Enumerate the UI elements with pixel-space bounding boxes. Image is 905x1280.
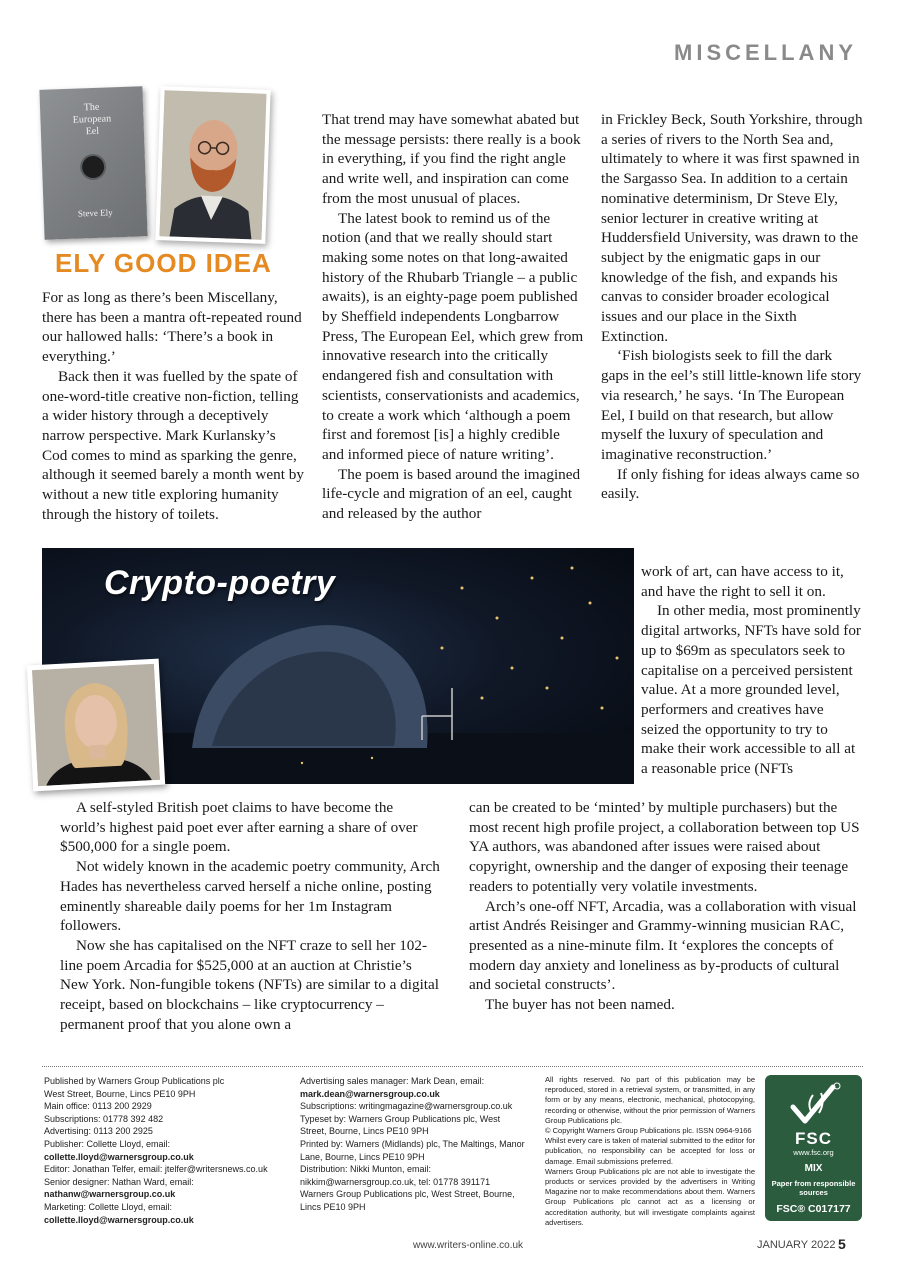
paragraph: work of art, can have access to it, and have the right to sell it on. xyxy=(641,563,844,600)
article2-column-left xyxy=(60,798,440,1034)
legal-copyright: © Copyright Warners Group Publications plc. ISSN 0964-9166 xyxy=(545,1126,752,1136)
paragraph: Arch’s one-off NFT, Arcadia, was a collaboration with visual artist Andrés Reisinger and Grammy-winning musician RAC, presented as a nine-minute film. It ‘explores the concepts of modern day anxiety and loneliness as by-products of cultural and societal constructs’. xyxy=(469,897,857,994)
imprint-email[interactable]: collette.lloyd@warnersgroup.co.uk xyxy=(44,1151,194,1162)
poet-photo xyxy=(27,659,165,792)
imprint-line: Lane, Bourne, Lincs PE10 9PH xyxy=(300,1151,425,1162)
imprint-line: Marketing: Collette Lloyd, email: xyxy=(44,1201,173,1212)
legal-rights: All rights reserved. No part of this publication may be reproduced, stored in a retrieval system, or transmitted, in any form or by any means, electronic, mechanical, photocopying, recording or otherwise, without the prior permission of Warners Group Publications plc. xyxy=(545,1075,755,1125)
imprint-column-2 xyxy=(300,1075,535,1214)
article-headline: ELY GOOD IDEA xyxy=(55,248,272,278)
imprint-email[interactable]: nikkim@warnersgroup.co.uk, tel: 01778 391171 xyxy=(300,1176,491,1187)
article1-column-2 xyxy=(322,110,584,524)
author-portrait-illustration xyxy=(159,90,266,239)
paragraph: The poem is based around the imagined life-cycle and migration of an eel, caught and released by the author xyxy=(322,465,581,523)
article1-column-1 xyxy=(42,288,304,524)
paragraph: Now she has capitalised on the NFT craze to sell her 102-line poem Arcadia for $525,000 at an auction at Christie’s New York. Non-fungible tokens (NFTs) are similar to a digital receipt, based on blockchains – like cryptocurrency – permanent proof that you alone own a xyxy=(60,936,439,1033)
imprint-line: Subscriptions: 01778 392 482 xyxy=(44,1113,164,1124)
imprint-line: Distribution: Nikki Munton, email: xyxy=(300,1164,432,1175)
fsc-mix: MIX xyxy=(804,1163,823,1174)
imprint-line: Warners Group Publications plc, West Street, Bourne, xyxy=(300,1189,515,1200)
paragraph: In other media, most prominently digital artworks, NFTs have sold for up to $69m as speculators seek to capitalise on a perceived persistent value. At a more grounded level, performers and creatives have seized the opportunity to try to make their work accessible to all at a reasonable price (NFTs xyxy=(641,602,861,778)
paragraph: For as long as there’s been Miscellany, there has been a mantra oft-repeated round our hallowed halls: ‘There’s a book in everything.’ xyxy=(42,289,302,366)
book-cover-title: The European Eel xyxy=(72,101,112,138)
book-cover-emblem xyxy=(82,156,105,179)
imprint-legal xyxy=(545,1075,755,1228)
imprint-email[interactable]: mark.dean@warnersgroup.co.uk xyxy=(300,1088,440,1099)
imprint-line: Senior designer: Nathan Ward, email: xyxy=(44,1176,194,1187)
paragraph: That trend may have somewhat abated but the message persists: there really is a book in everything, if you find the right angle and write well, and inspiration can come from the most unusual of places. xyxy=(322,111,581,207)
imprint-line: Editor: Jonathan Telfer, email: jtelfer@writersnews.co.uk xyxy=(44,1164,268,1175)
fsc-url[interactable]: www.fsc.org xyxy=(793,1148,834,1157)
imprint-line: Typeset by: Warners Group Publications plc, West xyxy=(300,1113,501,1124)
article1-column-3 xyxy=(601,110,863,504)
imprint-line: Lincs PE10 9PH xyxy=(300,1201,366,1212)
legal-disclaimer: Warners Group Publications plc are not able to investigate the products or services provided by the advertisers in Writing Magazine nor to make recommendations about them. Warners Group Publications plc cannot act as a licensing or accreditation authority, but will investigate complaints against advertisers. xyxy=(545,1166,755,1227)
legal-care: Whilst every care is taken of material submitted to the editor for publication, no responsibility can be accepted for loss or damage. Email submissions preferred. xyxy=(545,1136,755,1166)
paragraph: Back then it was fuelled by the spate of one-word-title creative non-fiction, telling a wider history through a deceptively narrow perspective. Mark Kurlansky’s Cod comes to mind as sparking the genre, although it seemed barely a month went by without a new title exploring humanity through the history of toilets. xyxy=(42,367,304,523)
imprint-line: Street, Bourne, Lincs PE10 9PH xyxy=(300,1126,429,1137)
paragraph: in Frickley Beck, South Yorkshire, through a series of rivers to the North Sea and, ultimately to where it was first spawned in the Sargasso Sea. In addition to a certain nominative determinism, Dr Steve Ely, senior lecturer in creative writing at Huddersfield University, was drawn to the subject by the enigmatic gaps in our knowledge of the fish, and expands his canvas to consider broader ecological issues and our place in the Sixth Extinction. xyxy=(601,111,863,345)
poet-portrait-illustration xyxy=(32,664,160,786)
imprint-line: Advertising sales manager: Mark Dean, email: xyxy=(300,1076,485,1086)
footer-date: JANUARY 2022 xyxy=(757,1239,836,1251)
imprint-line: Publisher: Collette Lloyd, email: xyxy=(44,1138,171,1149)
paragraph: The latest book to remind us of the notion (and that we really should start making some notes on that long-awaited history of the Rhubarb Triangle – a public awaits), is an eighty-page poem published by Sheffield independents Longbarrow Press, The European Eel, which grew from innovative research into the critically endangered fish and consultation with scientists, conservationists and academics, to create a work which ‘although a poem first and foremost [is] a highly credible and informed piece of nature writing’. xyxy=(322,209,584,463)
fsc-code: FSC® C017177 xyxy=(776,1203,851,1215)
section-label: MISCELLANY xyxy=(674,40,857,65)
author-photo xyxy=(155,86,270,244)
paragraph: The buyer has not been named. xyxy=(485,996,675,1014)
imprint-line: Published by Warners Group Publications plc xyxy=(44,1076,225,1086)
imprint-email[interactable]: collette.lloyd@warnersgroup.co.uk xyxy=(44,1214,194,1225)
crypto-poetry-title: Crypto-poetry xyxy=(104,564,336,602)
imprint-line: Printed by: Warners (Midlands) plc, The Maltings, Manor xyxy=(300,1138,525,1149)
imprint-line: Advertising: 0113 200 2925 xyxy=(44,1126,153,1137)
imprint-line: Subscriptions: writingmagazine@warnersgroup.co.uk xyxy=(300,1101,513,1112)
book-cover-author: Steve Ely xyxy=(77,207,113,219)
paragraph: If only fishing for ideas always came so easily. xyxy=(601,465,860,503)
fsc-tree-checkmark-icon xyxy=(785,1081,842,1129)
footer-url[interactable]: www.writers-online.co.uk xyxy=(413,1240,524,1251)
fsc-paper: Paper from responsible sources xyxy=(771,1179,856,1197)
imprint-line: West Street, Bourne, Lincs PE10 9PH xyxy=(44,1088,196,1099)
paragraph: can be created to be ‘minted’ by multiple purchasers) but the most recent high profile project, a collaboration between top US YA authors, was abandoned after issues were raised about copyright, ownership and the danger of exposing their teenage readers to potentially very volatile investments. xyxy=(469,799,860,895)
imprint-email[interactable]: nathanw@warnersgroup.co.uk xyxy=(44,1189,176,1200)
paragraph: ‘Fish biologists seek to fill the dark gaps in the eel’s still little-known life story via research,’ he says. ‘In The European Eel, I build on that research, but allow myself the luxury of speculation and imaginative reconstruction.’ xyxy=(601,347,862,463)
fsc-badge xyxy=(765,1075,862,1221)
page-number: 5 xyxy=(838,1236,846,1252)
book-cover-image xyxy=(39,86,147,240)
imprint-line: Main office: 0113 200 2929 xyxy=(44,1101,152,1112)
fsc-name: FSC xyxy=(795,1129,832,1148)
paragraph: Not widely known in the academic poetry community, Arch Hades has nevertheless carved herself a niche online, posting eminently shareable daily poems for her 1m Instagram followers. xyxy=(60,858,440,935)
imprint-divider xyxy=(42,1066,863,1067)
paragraph: A self-styled British poet claims to have become the world’s highest paid poet ever after earning a share of over $500,000 for a single poem. xyxy=(60,799,418,856)
article2-column-right xyxy=(641,562,863,779)
imprint-column-1 xyxy=(44,1075,289,1226)
article2-column-mid xyxy=(469,798,863,1015)
